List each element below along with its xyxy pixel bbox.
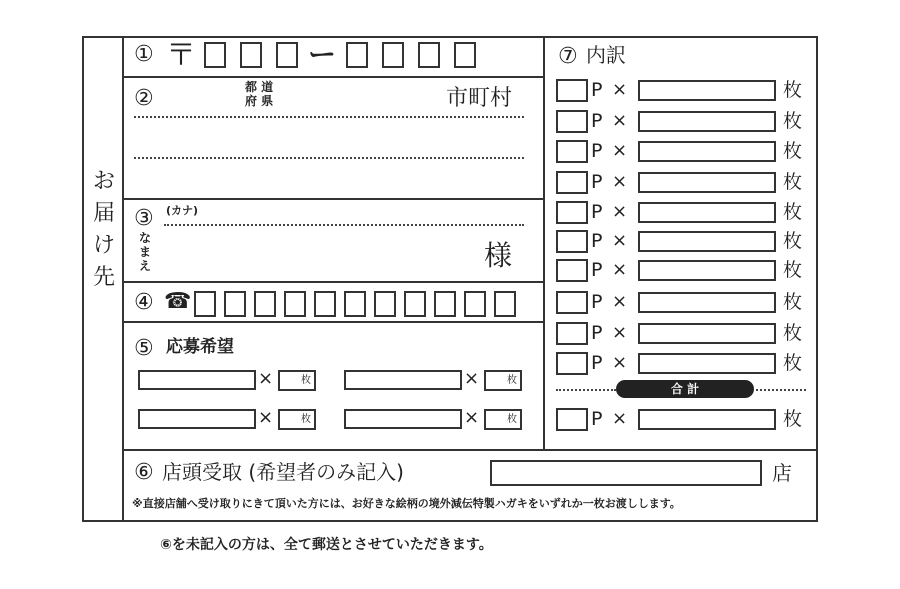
breakdown-quantity-field-3[interactable]: [638, 141, 776, 162]
wish-times-4: ×: [464, 407, 480, 428]
section2-number: ②: [134, 86, 154, 111]
store-suffix: 店: [772, 461, 792, 485]
breakdown-points-box-5[interactable]: [556, 201, 588, 224]
breakdown-p-label-5: P: [591, 201, 603, 223]
section5-title: 応募希望: [166, 337, 234, 357]
breakdown-p-label-7: P: [591, 259, 603, 281]
breakdown-unit-1: 枚: [783, 79, 803, 101]
breakdown-points-box-6[interactable]: [556, 230, 588, 253]
postal-dash: ー: [308, 38, 337, 71]
wish-quantity-2[interactable]: 枚: [484, 370, 522, 391]
breakdown-points-box-2[interactable]: [556, 110, 588, 133]
breakdown-points-box-4[interactable]: [556, 171, 588, 194]
breakdown-quantity-field-9[interactable]: [638, 323, 776, 344]
section6-top-divider: [122, 449, 818, 451]
prefecture-label-top: 都 道: [245, 80, 274, 94]
breakdown-unit-3: 枚: [783, 140, 803, 162]
pickup-note: ※直接店舗へ受け取りにきて頂いた方には、お好きな絵柄の境外減伝特製ハガキをいずれか一枚お渡しします。: [132, 497, 681, 510]
total-quantity-field[interactable]: [638, 409, 776, 430]
breakdown-points-box-1[interactable]: [556, 79, 588, 102]
phone-digit-9[interactable]: [434, 291, 456, 317]
breakdown-quantity-field-2[interactable]: [638, 111, 776, 132]
breakdown-unit-5: 枚: [783, 201, 803, 223]
postal-digit-3[interactable]: [276, 42, 298, 68]
breakdown-quantity-field-7[interactable]: [638, 260, 776, 281]
footer-note: ⑥を未記入の方は、全て郵送とさせていただきます。: [160, 537, 493, 553]
phone-digit-11[interactable]: [494, 291, 516, 317]
phone-digit-5[interactable]: [314, 291, 336, 317]
breakdown-p-label-2: P: [591, 110, 603, 132]
phone-icon: ☎: [164, 289, 192, 314]
recipient-label: お 届 け 先: [92, 169, 115, 290]
honorific-sama: 様: [484, 239, 513, 272]
breakdown-unit-9: 枚: [783, 322, 803, 344]
postal-digit-5[interactable]: [382, 42, 404, 68]
breakdown-points-box-10[interactable]: [556, 352, 588, 375]
breakdown-quantity-field-10[interactable]: [638, 353, 776, 374]
breakdown-quantity-field-6[interactable]: [638, 231, 776, 252]
section1-number: ①: [134, 42, 154, 67]
address-line-1[interactable]: [134, 116, 524, 118]
breakdown-p-label-3: P: [591, 140, 603, 162]
prefecture-label-bottom: 府 県: [245, 94, 274, 108]
total-p-label: P: [591, 408, 603, 430]
total-times: ×: [612, 408, 628, 429]
postal-digit-4[interactable]: [346, 42, 368, 68]
breakdown-quantity-field-1[interactable]: [638, 80, 776, 101]
total-pill: [616, 380, 754, 398]
total-dotted-line-left: [556, 389, 616, 391]
breakdown-unit-10: 枚: [783, 352, 803, 374]
phone-digit-1[interactable]: [194, 291, 216, 317]
wish-design-field-4[interactable]: [344, 409, 462, 429]
phone-digit-3[interactable]: [254, 291, 276, 317]
wish-design-field-1[interactable]: [138, 370, 256, 390]
breakdown-unit-7: 枚: [783, 259, 803, 281]
breakdown-quantity-field-4[interactable]: [638, 172, 776, 193]
phone-digit-8[interactable]: [404, 291, 426, 317]
wish-design-field-3[interactable]: [138, 409, 256, 429]
phone-digit-6[interactable]: [344, 291, 366, 317]
column-divider: [543, 36, 545, 450]
breakdown-points-box-8[interactable]: [556, 291, 588, 314]
wish-times-1: ×: [258, 368, 274, 389]
breakdown-times-9: ×: [612, 322, 628, 343]
name-vertical-label: な ま え: [139, 231, 152, 273]
postal-digit-1[interactable]: [204, 42, 226, 68]
section2-divider: [122, 198, 543, 200]
phone-digit-7[interactable]: [374, 291, 396, 317]
section7-title: 内訳: [586, 43, 626, 67]
kana-label: (カナ): [166, 204, 199, 217]
total-points-box[interactable]: [556, 408, 588, 431]
breakdown-times-5: ×: [612, 201, 628, 222]
section6-title: 店頭受取 (希望者のみ記入): [162, 460, 404, 484]
postal-mark-icon: 〒: [166, 38, 196, 73]
total-label: 合 計: [670, 382, 700, 396]
total-unit: 枚: [783, 408, 803, 430]
breakdown-unit-8: 枚: [783, 291, 803, 313]
postal-digit-6[interactable]: [418, 42, 440, 68]
postal-digit-2[interactable]: [240, 42, 262, 68]
wish-quantity-1[interactable]: 枚: [278, 370, 316, 391]
breakdown-times-4: ×: [612, 171, 628, 192]
breakdown-p-label-9: P: [591, 322, 603, 344]
wish-times-2: ×: [464, 368, 480, 389]
phone-digit-10[interactable]: [464, 291, 486, 317]
breakdown-p-label-10: P: [591, 352, 603, 374]
breakdown-p-label-1: P: [591, 79, 603, 101]
breakdown-unit-4: 枚: [783, 171, 803, 193]
breakdown-p-label-4: P: [591, 171, 603, 193]
breakdown-p-label-8: P: [591, 291, 603, 313]
breakdown-times-6: ×: [612, 230, 628, 251]
breakdown-times-2: ×: [612, 110, 628, 131]
breakdown-quantity-field-8[interactable]: [638, 292, 776, 313]
breakdown-times-8: ×: [612, 291, 628, 312]
section3-divider: [122, 281, 543, 283]
breakdown-unit-2: 枚: [783, 110, 803, 132]
total-dotted-line-right: [756, 389, 806, 391]
wish-quantity-3[interactable]: 枚: [278, 409, 316, 430]
breakdown-points-box-3[interactable]: [556, 140, 588, 163]
breakdown-unit-6: 枚: [783, 230, 803, 252]
breakdown-points-box-7[interactable]: [556, 259, 588, 282]
section7-number: ⑦: [558, 44, 578, 69]
section4-divider: [122, 321, 543, 323]
phone-digit-4[interactable]: [284, 291, 306, 317]
section5-number: ⑤: [134, 336, 154, 361]
kana-line[interactable]: [164, 224, 524, 226]
wish-times-3: ×: [258, 407, 274, 428]
breakdown-times-3: ×: [612, 140, 628, 161]
city-label: 市町村: [446, 86, 513, 111]
breakdown-times-7: ×: [612, 259, 628, 280]
store-name-field[interactable]: [490, 460, 762, 486]
postal-digit-7[interactable]: [454, 42, 476, 68]
breakdown-quantity-field-5[interactable]: [638, 202, 776, 223]
wish-design-field-2[interactable]: [344, 370, 462, 390]
wish-quantity-4[interactable]: 枚: [484, 409, 522, 430]
phone-digit-2[interactable]: [224, 291, 246, 317]
section4-number: ④: [134, 290, 154, 315]
breakdown-p-label-6: P: [591, 230, 603, 252]
breakdown-times-1: ×: [612, 79, 628, 100]
section6-number: ⑥: [134, 460, 154, 485]
section3-number: ③: [134, 206, 154, 231]
breakdown-times-10: ×: [612, 352, 628, 373]
section1-divider: [122, 76, 543, 78]
address-line-2[interactable]: [134, 157, 524, 159]
breakdown-points-box-9[interactable]: [556, 322, 588, 345]
